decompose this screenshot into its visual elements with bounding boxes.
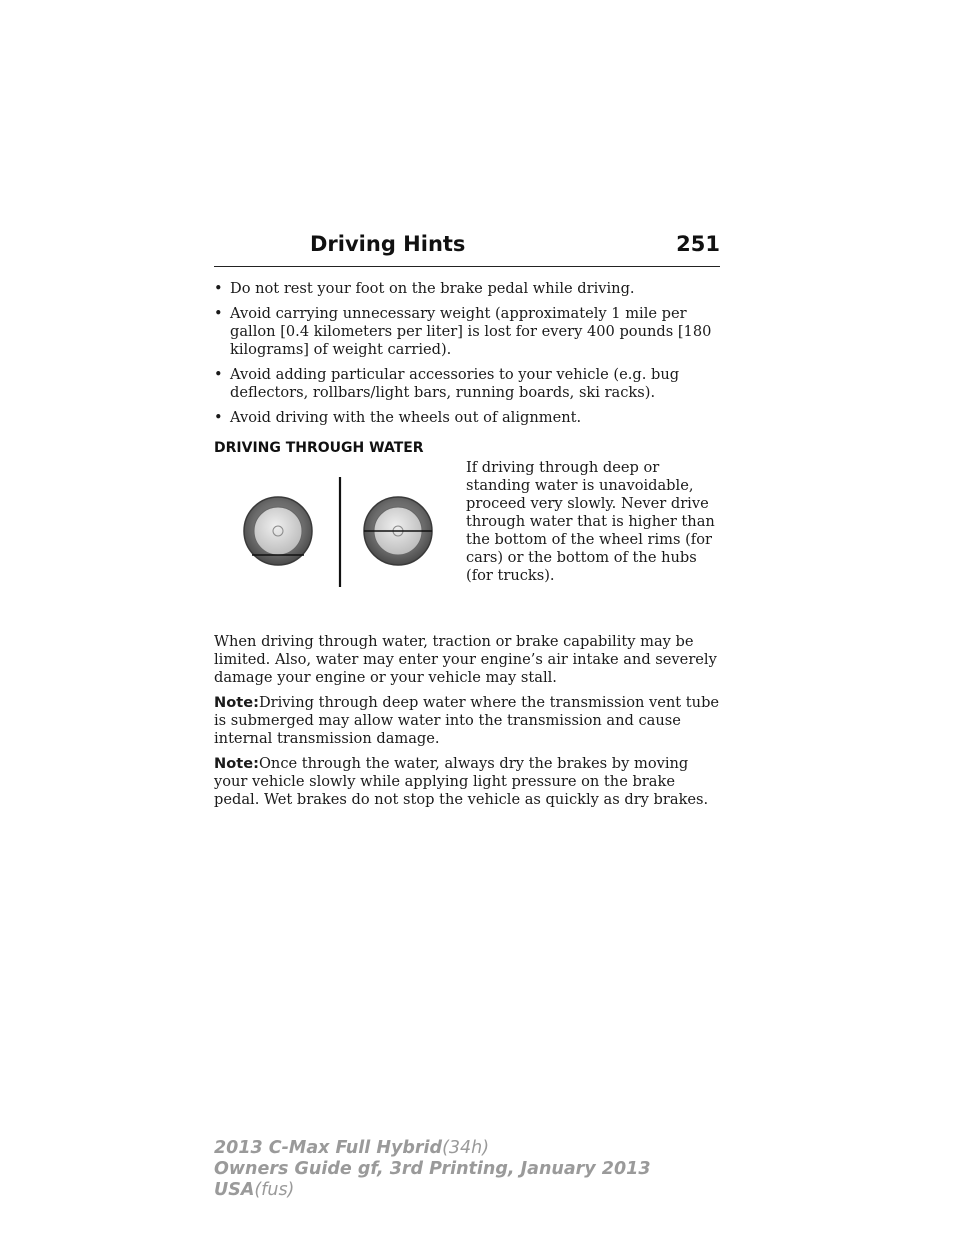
bullet-icon: • bbox=[214, 366, 223, 383]
footer-region-code: (fus) bbox=[254, 1180, 295, 1200]
page-content bbox=[214, 280, 720, 816]
footer-line bbox=[214, 1159, 734, 1180]
bullet-icon: • bbox=[214, 409, 223, 426]
footer-code: (34h) bbox=[442, 1138, 490, 1158]
figure-row bbox=[214, 457, 720, 633]
note-text: Once through the water, always dry the brakes by moving your vehicle slowly while applying light pressure on the brake pedal. Wet brakes do not stop the vehicle as quickly as dry brakes. bbox=[214, 755, 709, 808]
list-item bbox=[214, 409, 720, 427]
list-item bbox=[214, 280, 720, 298]
truck-wheel-icon bbox=[364, 497, 432, 565]
footer-line bbox=[214, 1138, 734, 1159]
bullet-icon: • bbox=[214, 305, 223, 322]
list-item-text: Avoid driving with the wheels out of alignment. bbox=[230, 409, 582, 426]
page-header bbox=[214, 232, 720, 267]
list-item bbox=[214, 366, 720, 402]
list-item bbox=[214, 305, 720, 359]
section-heading: DRIVING THROUGH WATER bbox=[214, 440, 424, 456]
note-label: Note: bbox=[214, 755, 259, 772]
footer-line bbox=[214, 1180, 734, 1201]
page-number: 251 bbox=[676, 232, 720, 256]
car-wheel-icon bbox=[244, 497, 312, 565]
note-text: Driving through deep water where the transmission vent tube is submerged may allow water into the transmission and cause internal transmission damage. bbox=[214, 694, 720, 747]
list-item-text: Do not rest your foot on the brake pedal while driving. bbox=[230, 280, 635, 297]
note-label: Note: bbox=[214, 694, 259, 711]
list-item-text: Avoid adding particular accessories to your vehicle (e.g. bug deflectors, rollbars/light bars, running boards, ski racks). bbox=[230, 366, 680, 401]
figure-description: If driving through deep or standing water is unavoidable, proceed very slowly. Never drive through water that is higher than the bottom of the wheel rims (for cars) or the bottom of the hubs (for trucks). bbox=[466, 459, 715, 584]
section-title: Driving Hints bbox=[310, 232, 466, 256]
note-paragraph bbox=[214, 755, 720, 809]
bullet-icon: • bbox=[214, 280, 223, 297]
note-paragraph bbox=[214, 694, 720, 748]
list-item-text: Avoid carrying unnecessary weight (approximately 1 mile per gallon [0.4 kilometers per liter] is lost for every 400 pounds [180 kilograms] of weight carried). bbox=[230, 305, 712, 358]
wheel-water-level-illustration bbox=[238, 469, 438, 619]
footer-model: 2013 C-Max Full Hybrid bbox=[214, 1138, 443, 1158]
footer-guide: Owners Guide gf, 3rd Printing, January 2013 bbox=[214, 1159, 651, 1179]
footer-region: USA bbox=[214, 1180, 255, 1200]
paragraph: When driving through water, traction or brake capability may be limited. Also, water may enter your engine’s air intake and severely damage your engine or your vehicle may stall. bbox=[214, 633, 717, 686]
page-footer bbox=[214, 1138, 734, 1201]
